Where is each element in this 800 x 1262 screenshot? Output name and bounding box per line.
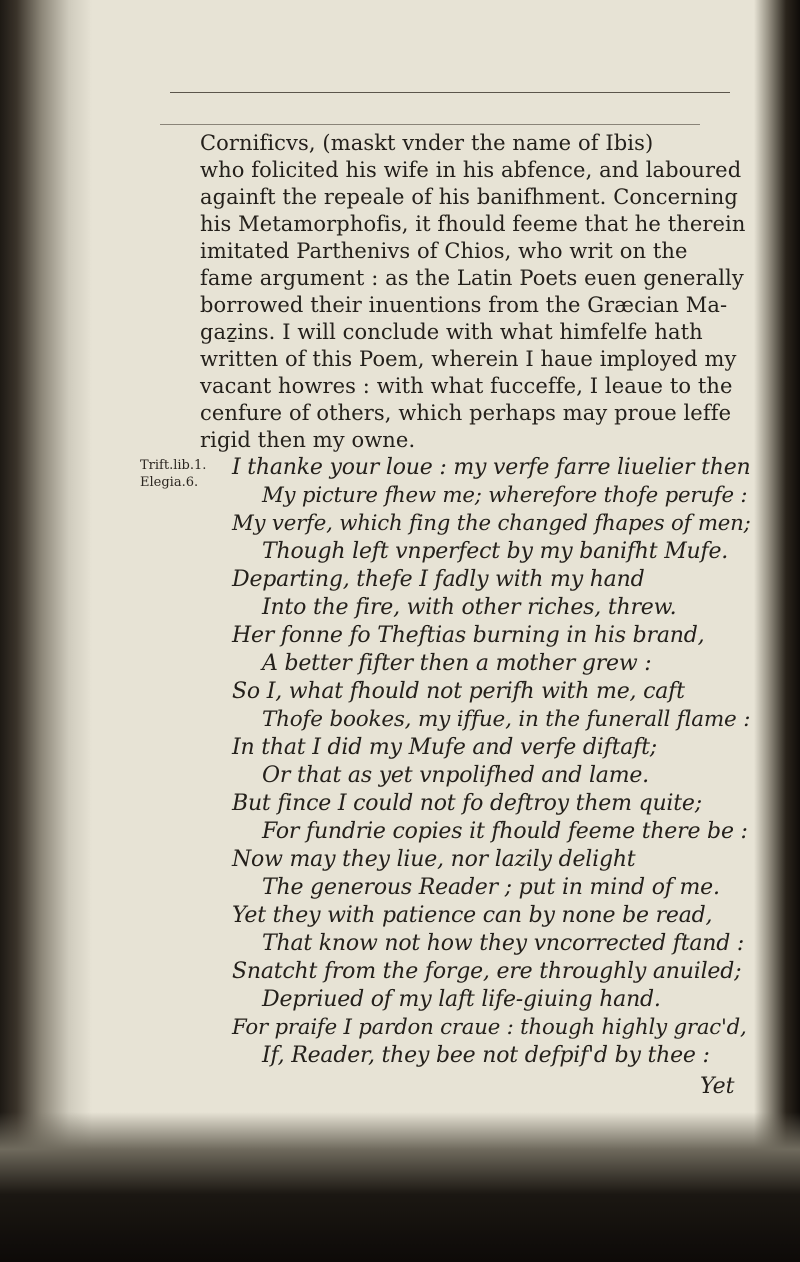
top-rule	[170, 92, 730, 93]
prose-line: who folicited his wife in his abfence, and laboured	[200, 158, 742, 182]
catchword: Yet	[700, 1074, 735, 1099]
prose-line: imitated Parthenivs of Chios, who writ on the	[200, 239, 688, 263]
top-rule-secondary	[160, 124, 700, 125]
margin-note-line: Elegia.6.	[140, 475, 199, 490]
verse-line: My verfe, which fing the changed fhapes of men;	[232, 511, 751, 536]
prose-line: gaẕins. I will conclude with what himfelfe hath	[200, 320, 703, 344]
prose-line: againft the repeale of his banifhment. Concerning	[200, 185, 738, 209]
margin-note-line: Trift.lib.1.	[140, 458, 207, 473]
verse-line: Though left vnperfect by my banifht Mufe.	[262, 539, 729, 564]
verse-line: That know not how they vncorrected ftand :	[262, 931, 745, 956]
verse-line: A better fifter then a mother grew :	[262, 651, 652, 676]
verse-line: Depriued of my laft life-giuing hand.	[262, 987, 661, 1012]
verse-line: My picture fhew me; wherefore thofe perufe :	[262, 483, 748, 508]
verse-line: Now may they liue, nor lazily delight	[232, 847, 636, 872]
verse-line: Yet they with patience can by none be read,	[232, 903, 713, 928]
prose-line: his Metamorphofis, it fhould feeme that he therein	[200, 212, 746, 236]
verse-line: The generous Reader ; put in mind of me.	[262, 875, 720, 900]
prose-line: cenfure of others, which perhaps may proue leffe	[200, 401, 732, 425]
verse-line: Her fonne fo Theftias burning in his brand,	[232, 623, 705, 648]
verse-line: I thanke your loue : my verfe farre liuelier then	[232, 455, 751, 480]
verse-line: So I, what fhould not perifh with me, caft	[232, 679, 685, 704]
prose-line: vacant howres : with what fucceffe, I leaue to the	[200, 374, 733, 398]
verse-line: Departing, thefe I fadly with my hand	[232, 567, 645, 592]
page-edge-shadow	[754, 0, 800, 1262]
verse-line: For fundrie copies it fhould feeme there be :	[262, 819, 748, 844]
page-gutter-shadow	[0, 0, 92, 1262]
verse-line: Or that as yet vnpolifhed and lame.	[262, 763, 649, 788]
prose-line: borrowed their inuentions from the Græcian Ma-	[200, 293, 728, 317]
prose-line: Cornificvs, (maskt vnder the name of Ibis)	[200, 131, 654, 155]
verse-line: If, Reader, they bee not defpif'd by thee :	[262, 1043, 710, 1068]
prose-line: written of this Poem, wherein I haue imployed my	[200, 347, 737, 371]
prose-line: rigid then my owne.	[200, 428, 416, 452]
prose-line: fame argument : as the Latin Poets euen generally	[200, 266, 744, 290]
verse-line: For praife I pardon craue : though highly grac'd,	[232, 1015, 747, 1040]
verse-line: Snatcht from the forge, ere throughly anuiled;	[232, 959, 742, 984]
verse-line: Thofe bookes, my iffue, in the funerall flame :	[262, 707, 751, 732]
verse-line: Into the fire, with other riches, threw.	[262, 595, 677, 620]
page-bottom-shadow	[0, 1112, 800, 1262]
verse-line: In that I did my Mufe and verfe diftaft;	[232, 735, 657, 760]
verse-line: But fince I could not fo deftroy them quite;	[232, 791, 702, 816]
